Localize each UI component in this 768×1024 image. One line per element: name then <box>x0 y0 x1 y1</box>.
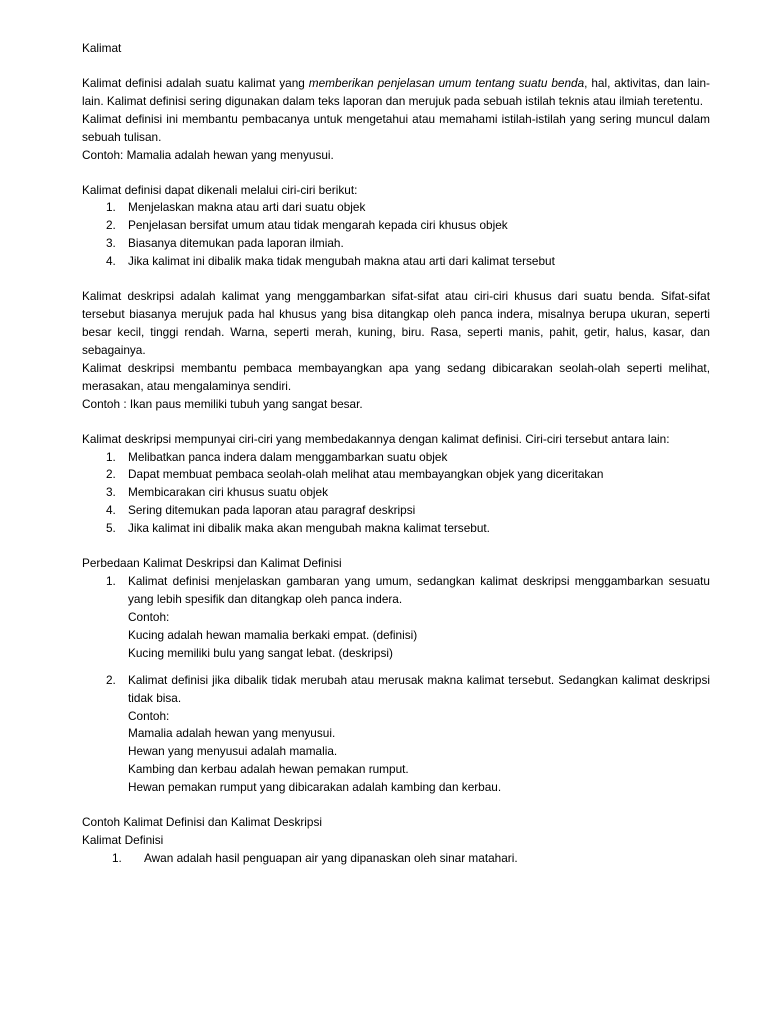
list-item <box>82 502 710 520</box>
perbedaan-heading: Perbedaan Kalimat Deskripsi dan Kalimat Definisi <box>82 556 342 571</box>
list-marker: 5. <box>106 521 116 536</box>
spacer <box>82 165 710 182</box>
contoh-heading: Contoh Kalimat Definisi dan Kalimat Deskripsi <box>82 815 322 830</box>
list-item-body <box>128 573 710 663</box>
list-item <box>82 199 710 217</box>
contoh-line: Kambing dan kerbau adalah hewan pemakan rumput. <box>128 762 409 777</box>
list-marker: 2. <box>106 218 116 233</box>
contoh-line: Kucing memiliki bulu yang sangat lebat. (deskripsi) <box>128 645 393 660</box>
list-item-text: Menjelaskan makna atau arti dari suatu objek <box>128 200 366 215</box>
list-item-text: Kalimat definisi jika dibalik tidak merubah atau merusak makna kalimat tersebut. Sedangkan kalimat deskripsi tidak bisa. <box>128 672 710 705</box>
paragraph-definisi <box>82 75 710 111</box>
document-body <box>82 40 710 868</box>
paragraph-deskripsi-membantu: Kalimat deskripsi membantu pembaca membayangkan apa yang sedang dibicarakan seolah-olah seperti melihat, merasakan, atau mengalaminya sendiri. <box>82 360 710 393</box>
contoh-line: Mamalia adalah hewan yang menyusui. <box>128 726 336 741</box>
spacer <box>82 414 710 431</box>
ciri-definisi-intro: Kalimat definisi dapat dikenali melalui ciri-ciri berikut: <box>82 182 358 197</box>
list-marker: 1. <box>106 574 116 589</box>
list-item-text: Membicarakan ciri khusus suatu objek <box>128 485 328 500</box>
perbedaan-list <box>82 573 710 797</box>
list-item <box>82 449 710 467</box>
contoh-block <box>128 708 710 798</box>
definisi-italic-phrase: memberikan penjelasan umum tentang suatu benda <box>308 75 585 90</box>
paragraph-deskripsi: Kalimat deskripsi adalah kalimat yang menggambarkan sifat-sifat atau ciri-ciri khusus dari suatu benda. Sifat-sifat tersebut biasanya merujuk pada hal khusus yang bisa ditangkap oleh panca indera, misalnya berupa ukuran, seperti besar kecil, tinggi rendah. Warna, seperti merah, kuning, biru. Rasa, seperti manis, pahit, getir, halus, kasar, dan sebagainya. <box>82 289 710 357</box>
list-marker: 3. <box>106 485 116 500</box>
list-marker: 3. <box>106 236 116 251</box>
contoh-label: Contoh: <box>128 609 170 624</box>
spacer <box>82 58 710 75</box>
list-item-text: Jika kalimat ini dibalik maka tidak mengubah makna atau arti dari kalimat tersebut <box>128 254 555 269</box>
ciri-deskripsi-list <box>82 449 710 539</box>
contoh-line: Kucing adalah hewan mamalia berkaki empat. (definisi) <box>128 627 418 642</box>
list-item-spacer-wrap <box>82 663 710 672</box>
list-item-text: Jika kalimat ini dibalik maka akan mengubah makna kalimat tersebut. <box>128 521 490 536</box>
list-item-text: Dapat membuat pembaca seolah-olah melihat atau membayangkan objek yang diceritakan <box>128 467 604 482</box>
list-item <box>82 253 710 271</box>
list-item <box>82 520 710 538</box>
list-marker: 1. <box>106 449 116 464</box>
list-item <box>82 573 710 663</box>
list-item <box>82 235 710 253</box>
paragraph-deskripsi-contoh: Contoh : Ikan paus memiliki tubuh yang sangat besar. <box>82 396 363 411</box>
paragraph-definisi-contoh: Contoh: Mamalia adalah hewan yang menyusui. <box>82 147 334 162</box>
list-item <box>82 484 710 502</box>
list-item <box>82 850 710 868</box>
list-marker: 4. <box>106 503 116 518</box>
ciri-definisi-list <box>82 199 710 271</box>
list-item-text: Sering ditemukan pada laporan atau paragraf deskripsi <box>128 503 416 518</box>
spacer <box>82 663 710 672</box>
list-item-text: Biasanya ditemukan pada laporan ilmiah. <box>128 236 344 251</box>
spacer <box>82 538 710 555</box>
contoh-line: Hewan pemakan rumput yang dibicarakan adalah kambing dan kerbau. <box>128 780 502 795</box>
contoh-block <box>128 609 710 663</box>
list-marker: 4. <box>106 254 116 269</box>
list-item-text: Penjelasan bersifat umum atau tidak mengarah kepada ciri khusus objek <box>128 218 508 233</box>
contoh-definisi-list <box>82 850 710 868</box>
definisi-lead-text: Kalimat definisi adalah suatu kalimat yang <box>82 75 309 90</box>
page-title: Kalimat <box>82 41 122 55</box>
contoh-subheading: Kalimat Definisi <box>82 833 164 848</box>
ciri-deskripsi-intro: Kalimat deskripsi mempunyai ciri-ciri yang membedakannya dengan kalimat definisi. Ciri-ciri tersebut antara lain: <box>82 431 670 446</box>
spacer <box>82 797 710 814</box>
list-item-text: Awan adalah hasil penguapan air yang dipanaskan oleh sinar matahari. <box>144 850 518 865</box>
contoh-label: Contoh: <box>128 708 170 723</box>
list-item <box>82 466 710 484</box>
contoh-line: Hewan yang menyusui adalah mamalia. <box>128 744 338 759</box>
list-marker: 2. <box>106 672 116 687</box>
list-item <box>82 217 710 235</box>
list-marker: 2. <box>106 467 116 482</box>
spacer <box>82 663 710 672</box>
list-item-text: Melibatkan panca indera dalam menggambarkan suatu objek <box>128 449 448 464</box>
list-marker: 1. <box>106 200 116 215</box>
list-item-text: Kalimat definisi menjelaskan gambaran yang umum, sedangkan kalimat deskripsi menggambarkan sesuatu yang lebih spesifik dan ditangkap oleh panca indera. <box>128 574 710 606</box>
list-item-body <box>128 672 710 797</box>
spacer <box>82 271 710 288</box>
definisi-tail-text: , hal, aktivitas, dan lain-lain. Kalimat definisi sering digunakan dalam teks laporan dan merujuk pada sebuah istilah teknis atau ilmiah teretentu. <box>82 75 710 108</box>
paragraph-definisi-membantu: Kalimat definisi ini membantu pembacanya untuk mengetahui atau memahami istilah-istilah yang sering muncul dalam sebuah tulisan. <box>82 111 710 144</box>
list-item <box>82 672 710 797</box>
list-marker: 1. <box>112 850 122 865</box>
